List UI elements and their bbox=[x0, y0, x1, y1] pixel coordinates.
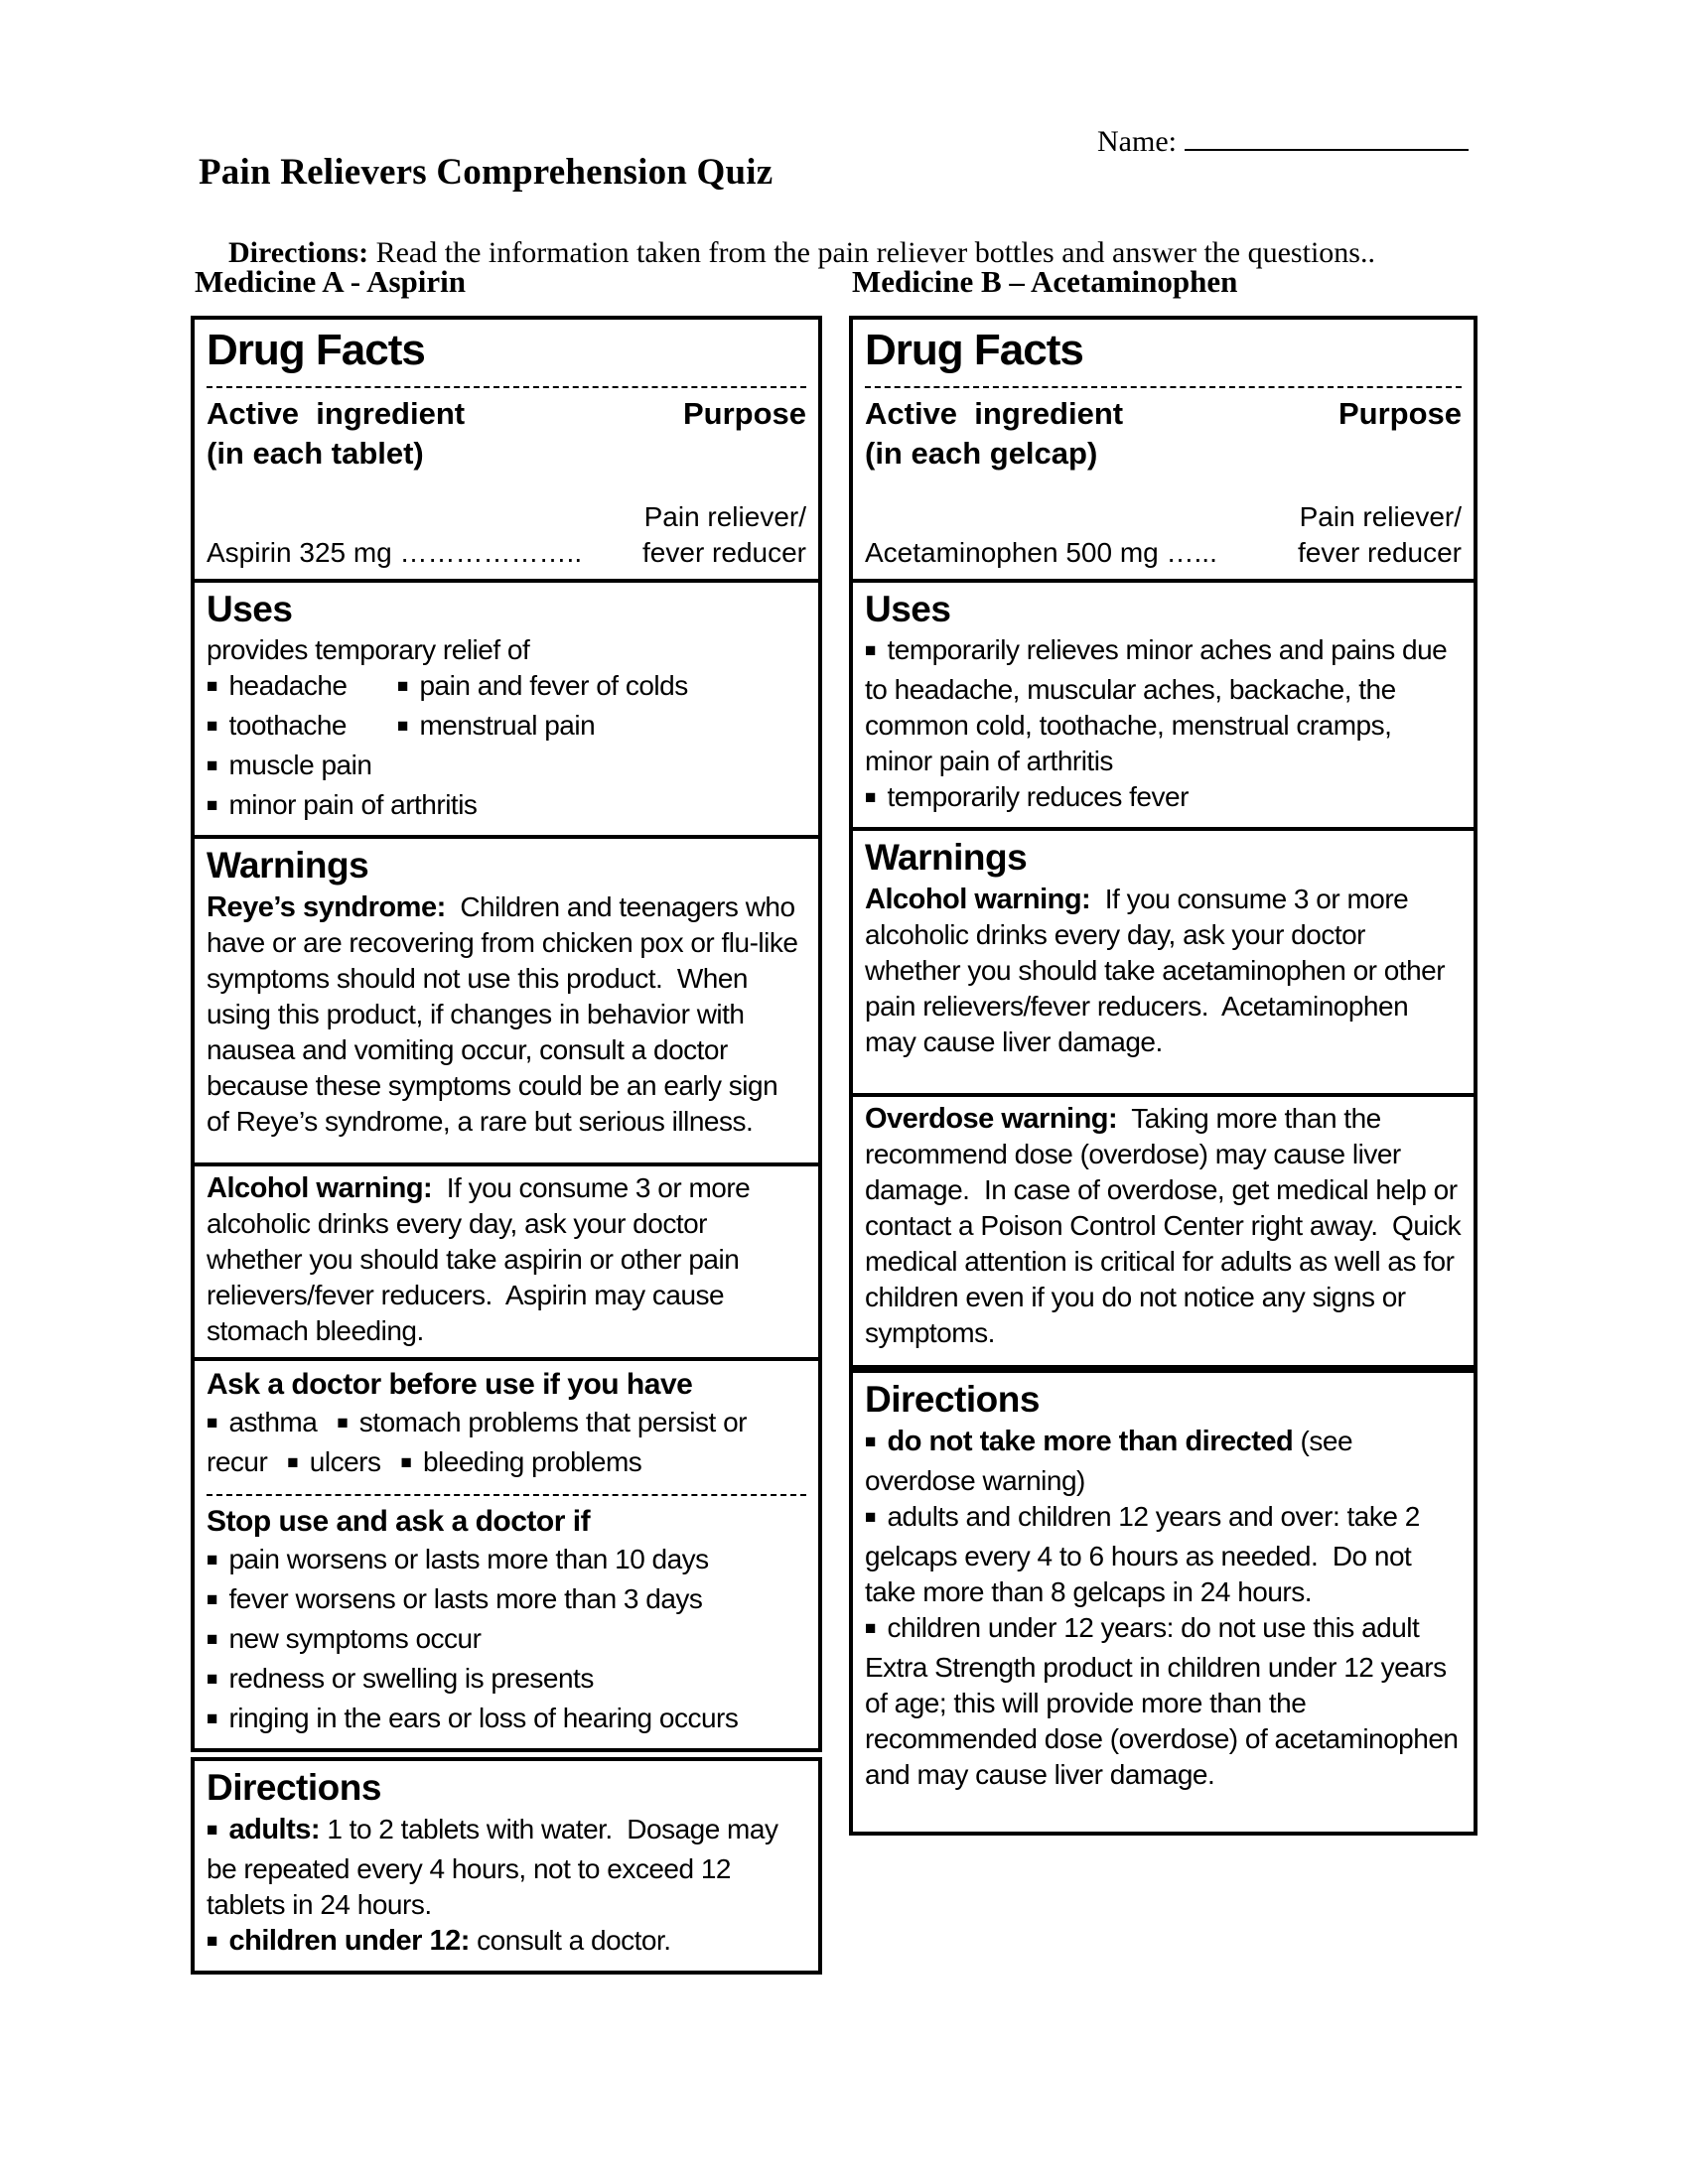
page-title: Pain Relievers Comprehension Quiz bbox=[199, 152, 774, 193]
bullet-square-icon: ■ bbox=[207, 1819, 218, 1841]
a-stop-item bbox=[207, 1542, 806, 1581]
a-uses-row1 bbox=[207, 668, 806, 708]
name-blank-line bbox=[1185, 117, 1469, 151]
dashed-divider bbox=[207, 1494, 806, 1496]
a-uses-item: pain and fever of colds bbox=[419, 670, 688, 702]
a-ask-stop-box bbox=[191, 1357, 822, 1752]
a-uses-intro: provides temporary relief of bbox=[207, 634, 530, 666]
b-drug-facts-title: Drug Facts bbox=[865, 326, 1083, 374]
a-directions-children bbox=[207, 1923, 806, 1963]
a-directions-adults-text: 1 to 2 tablets with water. Dosage may be repeated every 4 hours, not to exceed 12 tablets in 24 hours. bbox=[207, 1813, 785, 1920]
a-stop-item-text: new symptoms occur bbox=[228, 1623, 482, 1655]
b-overdose-text: Taking more than the recommend dose (overdose) may cause liver damage. In case of overdose, get medical help or contact a Poison Control Center right away. Quick medical attention is critical for adults as well as for children even if you do not notice any signs or symptoms. bbox=[865, 1103, 1469, 1349]
a-stop-item bbox=[207, 1621, 806, 1661]
a-stop-item bbox=[207, 1661, 806, 1701]
b-uses-item1 bbox=[865, 632, 1462, 779]
bullet-square-icon: ■ bbox=[865, 787, 877, 809]
bullet-square-icon: ■ bbox=[207, 1629, 218, 1651]
bullet-square-icon: ■ bbox=[865, 1431, 877, 1452]
a-directions-children-label: children under 12: bbox=[228, 1924, 470, 1957]
b-directions-title: Directions bbox=[865, 1379, 1040, 1421]
b-alcohol-warning bbox=[865, 882, 1462, 1060]
a-directions-adults-label: adults: bbox=[228, 1813, 321, 1845]
bullet-square-icon: ■ bbox=[865, 640, 877, 662]
a-uses-title: Uses bbox=[207, 589, 293, 630]
b-alcohol-label: Alcohol warning: bbox=[865, 883, 1091, 915]
a-purpose-value-line2: fever reducer bbox=[642, 537, 806, 569]
b-directions-box bbox=[849, 1369, 1477, 1836]
a-alcohol-warning bbox=[207, 1170, 806, 1349]
b-active-ingredient-label: Active ingredient bbox=[865, 395, 1124, 431]
b-alcohol-text: If you consume 3 or more alcoholic drinks every day, ask your doctor whether you should take acetaminophen or other pain relievers/fever reducers. Acetaminophen may cause liver damage. bbox=[865, 883, 1453, 1057]
bullet-square-icon: ■ bbox=[207, 1413, 218, 1434]
a-reye-text: Children and teenagers who have or are recovering from chicken pox or flu-like symptoms should not use this product. When using this product, if changes in behavior with nausea and vomiting occur, consult a doctor because these symptoms could be an early sign of Reye’s syndrome, a rare but serious illness. bbox=[207, 890, 805, 1137]
a-uses-item: menstrual pain bbox=[419, 710, 596, 742]
b-active-ingredient-unit: (in each gelcap) bbox=[865, 435, 1098, 471]
a-purpose-label: Purpose bbox=[682, 395, 806, 431]
a-warnings-title: Warnings bbox=[207, 845, 369, 887]
a-reye-warning bbox=[207, 889, 806, 1140]
b-directions-item1 bbox=[865, 1424, 1462, 1499]
bullet-square-icon: ■ bbox=[397, 716, 409, 738]
bullet-square-icon: ■ bbox=[207, 1589, 218, 1611]
a-uses-item: minor pain of arthritis bbox=[228, 789, 478, 821]
bullet-square-icon: ■ bbox=[207, 795, 218, 817]
medicine-b-heading: Medicine B – Acetaminophen bbox=[852, 264, 1238, 299]
b-directions-item2 bbox=[865, 1499, 1462, 1610]
a-ingredient-line: Aspirin 325 mg ……………….. bbox=[207, 537, 583, 569]
bullet-square-icon: ■ bbox=[400, 1452, 412, 1474]
b-warnings-title: Warnings bbox=[865, 837, 1028, 879]
bullet-square-icon: ■ bbox=[207, 676, 218, 698]
b-purpose-value-line2: fever reducer bbox=[1298, 537, 1462, 569]
b-uses-box bbox=[849, 579, 1477, 831]
bullet-square-icon: ■ bbox=[207, 716, 218, 738]
a-directions-box bbox=[191, 1757, 822, 1974]
a-directions-adults bbox=[207, 1812, 806, 1923]
a-alcohol-warning-box bbox=[191, 1162, 822, 1361]
b-directions-item1-label: do not take more than directed bbox=[887, 1425, 1294, 1457]
a-reye-label: Reye’s syndrome: bbox=[207, 890, 446, 923]
a-drug-facts-box bbox=[191, 316, 822, 583]
bullet-square-icon: ■ bbox=[865, 1506, 877, 1528]
a-uses-item: toothache bbox=[228, 710, 347, 742]
bullet-square-icon: ■ bbox=[337, 1413, 349, 1434]
a-directions-title: Directions bbox=[207, 1767, 381, 1809]
b-uses-item1-text: temporarily relieves minor aches and pains due to headache, muscular aches, backache, the common cold, toothache, menstrual cramps, minor pain of arthritis bbox=[865, 634, 1455, 777]
a-stop-item-text: redness or swelling is presents bbox=[228, 1663, 594, 1695]
name-row bbox=[1097, 117, 1469, 159]
bullet-square-icon: ■ bbox=[207, 755, 218, 777]
medicine-a-heading: Medicine A - Aspirin bbox=[195, 264, 466, 299]
dashed-divider bbox=[207, 386, 806, 388]
a-drug-facts-title: Drug Facts bbox=[207, 326, 425, 374]
a-alcohol-text: If you consume 3 or more alcoholic drinks every day, ask your doctor whether you should take aspirin or other pain relievers/fever reducers. Aspirin may cause stomach bleeding. bbox=[207, 1172, 758, 1347]
directions-text: Read the information taken from the pain reliever bottles and answer the questions.. bbox=[368, 236, 1375, 269]
a-active-ingredient-unit: (in each tablet) bbox=[207, 435, 424, 471]
bullet-square-icon: ■ bbox=[397, 676, 409, 698]
medicine-b-label bbox=[849, 316, 1477, 1836]
medicine-a-label bbox=[191, 316, 822, 1975]
b-uses-title: Uses bbox=[865, 589, 951, 630]
b-directions-item2-text: adults and children 12 years and over: take 2 gelcaps every 4 to 6 hours as needed. Do not take more than 8 gelcaps in 24 hours. bbox=[865, 1500, 1428, 1607]
a-stop-item-text: pain worsens or lasts more than 10 days bbox=[228, 1544, 709, 1575]
a-stop-item bbox=[207, 1581, 806, 1621]
b-overdose-label: Overdose warning: bbox=[865, 1103, 1118, 1136]
b-ingredient-line: Acetaminophen 500 mg …... bbox=[865, 537, 1217, 569]
a-uses-row3 bbox=[207, 748, 806, 787]
b-warnings-alcohol-box bbox=[849, 827, 1477, 1097]
bullet-square-icon: ■ bbox=[207, 1669, 218, 1691]
b-purpose-label: Purpose bbox=[1337, 395, 1462, 431]
b-purpose-value-line1: Pain reliever/ bbox=[1299, 501, 1462, 533]
bullet-square-icon: ■ bbox=[287, 1452, 299, 1474]
a-ask-item: stomach problems that persist or recur bbox=[207, 1407, 755, 1478]
a-ask-doctor-items bbox=[207, 1405, 806, 1484]
b-uses-item2-text: temporarily reduces fever bbox=[887, 781, 1189, 813]
b-directions-item3-text: children under 12 years: do not use this adult Extra Strength product in children under 12 years of age; this will provide more than the recommended dose (overdose) of acetaminophen and may cause liver damage. bbox=[865, 1611, 1466, 1790]
bullet-square-icon: ■ bbox=[207, 1708, 218, 1730]
a-stop-item bbox=[207, 1701, 806, 1740]
a-warnings-reye-box bbox=[191, 835, 822, 1166]
a-ask-item: asthma bbox=[228, 1407, 318, 1438]
a-stop-item-text: ringing in the ears or loss of hearing occurs bbox=[228, 1703, 739, 1734]
b-overdose-warning-box bbox=[849, 1093, 1477, 1369]
a-stop-item-text: fever worsens or lasts more than 3 days bbox=[228, 1583, 703, 1615]
a-uses-row4 bbox=[207, 787, 806, 827]
bullet-square-icon: ■ bbox=[207, 1550, 218, 1571]
a-uses-item: headache bbox=[228, 670, 348, 702]
b-drug-facts-box bbox=[849, 316, 1477, 583]
b-directions-item1-text: (see overdose warning) bbox=[865, 1425, 1360, 1496]
a-ask-doctor-title: Ask a doctor before use if you have bbox=[207, 1368, 693, 1402]
a-directions-children-text: consult a doctor. bbox=[469, 1924, 671, 1956]
a-stop-use-title: Stop use and ask a doctor if bbox=[207, 1505, 591, 1539]
name-label: Name: bbox=[1097, 125, 1177, 158]
a-uses-box bbox=[191, 579, 822, 839]
dashed-divider bbox=[865, 386, 1462, 388]
a-ask-item: ulcers bbox=[309, 1446, 381, 1478]
directions-label: Directions: bbox=[228, 236, 369, 269]
bullet-square-icon: ■ bbox=[207, 1930, 218, 1952]
a-uses-item: muscle pain bbox=[228, 750, 372, 781]
a-uses-row2 bbox=[207, 708, 806, 748]
bullet-square-icon: ■ bbox=[865, 1617, 877, 1639]
a-ask-item: bleeding problems bbox=[422, 1446, 642, 1478]
b-overdose-warning bbox=[865, 1101, 1469, 1351]
b-uses-item2 bbox=[865, 779, 1462, 819]
a-alcohol-label: Alcohol warning: bbox=[207, 1172, 433, 1205]
b-directions-item3 bbox=[865, 1610, 1466, 1793]
a-purpose-value-line1: Pain reliever/ bbox=[643, 501, 806, 533]
a-active-ingredient-label: Active ingredient bbox=[207, 395, 466, 431]
